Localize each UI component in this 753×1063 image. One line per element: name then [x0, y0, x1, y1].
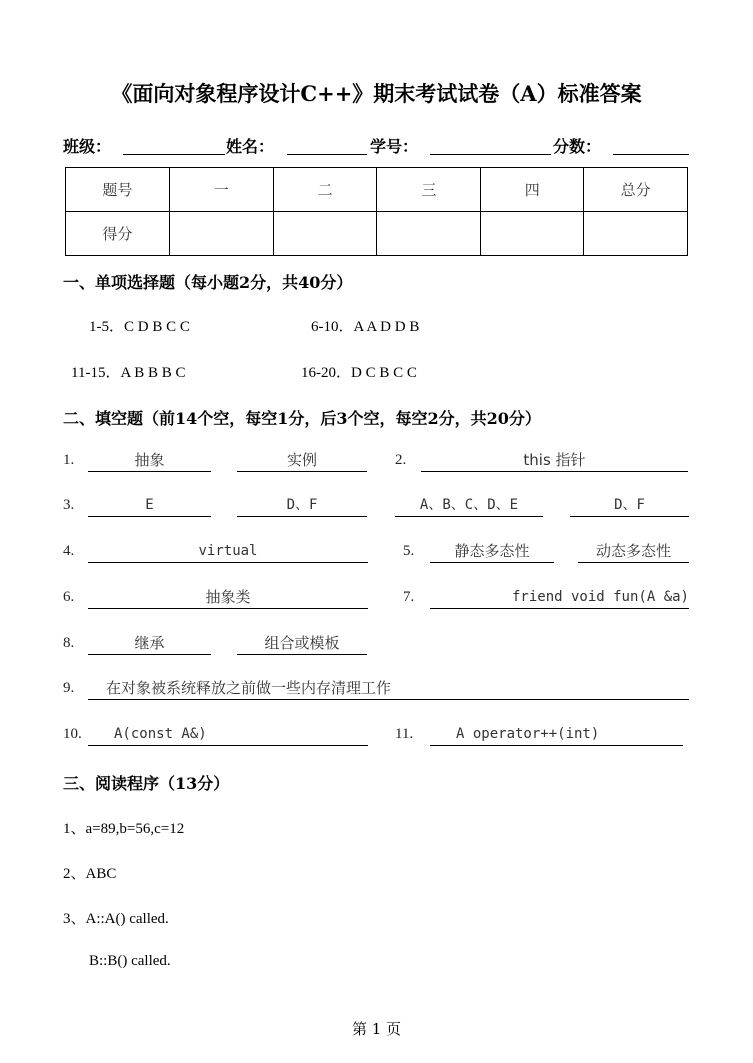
- blank-answer: D、F: [570, 495, 689, 517]
- name-field[interactable]: [287, 154, 367, 155]
- blank-answer: this 指针: [421, 450, 688, 472]
- score-table-row: [66, 212, 688, 256]
- blank-answer: 静态多态性: [430, 541, 554, 563]
- blank-answer: 抽象类: [88, 587, 368, 609]
- blank-answer: 实例: [237, 450, 367, 472]
- table-row-label: 得分: [66, 212, 170, 256]
- blank-answer-text: A(const A&): [114, 726, 207, 742]
- question-number: 2.: [395, 452, 407, 468]
- section-2-heading: 二、填空题（前14个空，每空1分，后3个空，每空2分，共20分）: [63, 409, 541, 428]
- score-cell[interactable]: [481, 212, 584, 256]
- score-label: 分数：: [553, 137, 602, 156]
- student-id-field[interactable]: [430, 154, 551, 155]
- blank-answer: E: [88, 495, 211, 517]
- question-number: 3.: [63, 497, 75, 513]
- section-1-heading: 一、单项选择题（每小题2分，共40分）: [63, 273, 353, 292]
- answer-line: B::B() called.: [89, 953, 171, 969]
- score-field[interactable]: [613, 154, 689, 155]
- blank-answer: A、B、C、D、E: [395, 495, 543, 517]
- answer-line: 1、a=89,b=56,c=12: [63, 821, 185, 837]
- blank-answer: [88, 724, 368, 746]
- blank-answer: D、F: [237, 495, 367, 517]
- question-number: 11.: [395, 726, 414, 742]
- score-cell[interactable]: [169, 212, 273, 256]
- answer-line: 2、ABC: [63, 866, 117, 882]
- table-header-cell: 四: [481, 168, 584, 212]
- name-label: 姓名：: [226, 137, 275, 156]
- table-header-cell: 三: [377, 168, 481, 212]
- question-number: 7.: [403, 589, 415, 605]
- blank-answer: friend void fun(A &a): [430, 587, 689, 609]
- score-cell[interactable]: [273, 212, 377, 256]
- score-table: [65, 167, 688, 256]
- table-header-cell: 一: [169, 168, 273, 212]
- class-field[interactable]: [123, 154, 225, 155]
- score-cell[interactable]: [584, 212, 688, 256]
- question-number: 4.: [63, 543, 75, 559]
- answer-row: 11-15．A B B B C: [71, 365, 186, 381]
- page-title: 《面向对象程序设计C++》期末考试试卷（A）标准答案: [111, 81, 642, 106]
- answer-row: 16-20．D C B C C: [301, 365, 417, 381]
- answer-row: 1-5．C D B C C: [89, 319, 190, 335]
- blank-answer: 抽象: [88, 450, 211, 472]
- question-number: 6.: [63, 589, 75, 605]
- blank-answer: 动态多态性: [578, 541, 689, 563]
- question-number: 10.: [63, 726, 82, 742]
- section-3-heading: 三、阅读程序（13分）: [63, 774, 230, 793]
- blank-answer-text: A operator++(int): [456, 726, 600, 742]
- student-id-label: 学号：: [370, 137, 419, 156]
- table-header-cell: 二: [273, 168, 377, 212]
- question-number: 5.: [403, 543, 415, 559]
- answer-line: 3、A::A() called.: [63, 911, 169, 927]
- blank-answer: virtual: [88, 541, 368, 563]
- class-label: 班级：: [63, 137, 112, 156]
- table-header-cell: 总分: [584, 168, 688, 212]
- blank-answer: 继承: [88, 633, 211, 655]
- table-header-cell: 题号: [66, 168, 170, 212]
- page-number: 第 1 页: [351, 1020, 402, 1038]
- question-number: 1.: [63, 452, 75, 468]
- question-number: 9.: [63, 680, 75, 696]
- blank-answer: [88, 678, 689, 700]
- score-table-header-row: [66, 168, 688, 212]
- blank-answer: 组合或模板: [237, 633, 367, 655]
- blank-answer-text: 在对象被系统释放之前做一些内存清理工作: [106, 679, 392, 697]
- blank-answer: [430, 724, 683, 746]
- answer-row: 6-10．A A D D B: [311, 319, 420, 335]
- question-number: 8.: [63, 635, 75, 651]
- score-cell[interactable]: [377, 212, 481, 256]
